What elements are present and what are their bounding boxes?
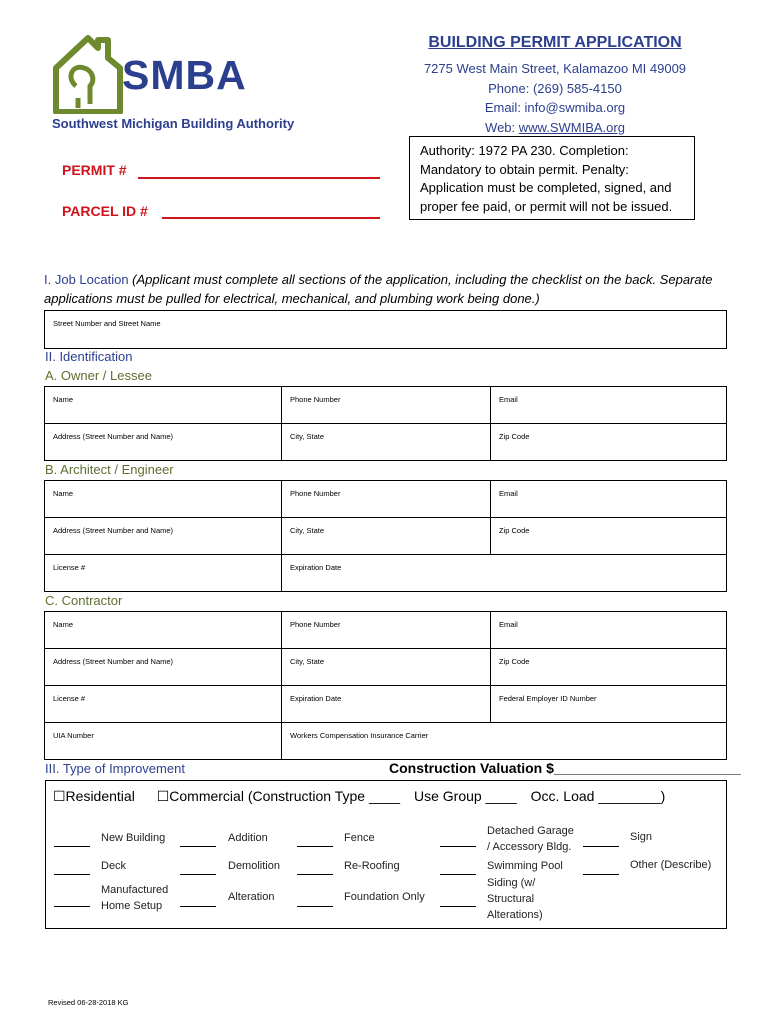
- contractor-fein-field[interactable]: Federal Employer ID Number: [491, 686, 727, 723]
- job-location-heading: I. Job Location: [44, 272, 129, 287]
- demolition-label: Demolition: [228, 860, 280, 872]
- fence-label: Fence: [344, 832, 375, 844]
- architect-email-field[interactable]: Email: [491, 481, 727, 518]
- architect-name-field[interactable]: Name: [45, 481, 282, 518]
- contact-phone: Phone: (269) 585-4150: [488, 80, 622, 96]
- foundation-label: Foundation Only: [344, 891, 425, 903]
- re-roofing-blank[interactable]: [297, 874, 333, 875]
- owner-city-field[interactable]: City, State: [282, 424, 491, 461]
- construction-valuation[interactable]: Construction Valuation $________________________: [389, 760, 741, 776]
- deck-blank[interactable]: [54, 874, 90, 875]
- contractor-email-field[interactable]: Email: [491, 612, 727, 649]
- house-logo-icon: [52, 34, 124, 114]
- architect-phone-field[interactable]: Phone Number: [282, 481, 491, 518]
- job-location-instructions: (Applicant must complete all sections of the application, including the checklist on the back. Separate applications must be pulled for electrical, mechanical, and plumbing work being done.): [44, 272, 713, 306]
- contact-address: 7275 West Main Street, Kalamazoo MI 49009: [423, 61, 687, 76]
- web-label: Web:: [485, 119, 519, 135]
- owner-phone-field[interactable]: Phone Number: [282, 387, 491, 424]
- owner-name-field[interactable]: Name: [45, 387, 282, 424]
- contractor-address-field[interactable]: Address (Street Number and Name): [45, 649, 282, 686]
- architect-license-field[interactable]: License #: [45, 555, 282, 592]
- manufactured-label: Manufactured Home Setup: [101, 884, 169, 912]
- identification-heading: II. Identification: [45, 349, 133, 364]
- logo-subtitle: Southwest Michigan Building Authority: [52, 116, 295, 131]
- logo-text: SMBA: [122, 52, 247, 98]
- swimming-pool-label: Swimming Pool: [487, 860, 563, 872]
- owner-address-field[interactable]: Address (Street Number and Name): [45, 424, 282, 461]
- revision-note: Revised 06-28-2018 KG: [48, 998, 129, 1007]
- authority-notice: Authority: 1972 PA 230. Completion: Mandatory to obtain permit. Penalty: Application must be completed, signed, and proper fee paid, or permit will not be issued.: [409, 136, 695, 220]
- new-building-label: New Building: [101, 832, 166, 844]
- fence-blank[interactable]: [297, 846, 333, 847]
- other-blank[interactable]: [583, 874, 619, 875]
- contractor-license-field[interactable]: License #: [45, 686, 282, 723]
- building-type-row: [53, 788, 665, 805]
- siding-blank[interactable]: [440, 906, 476, 907]
- contractor-expiration-field[interactable]: Expiration Date: [282, 686, 491, 723]
- contractor-workers-comp-field[interactable]: Workers Compensation Insurance Carrier: [282, 723, 727, 760]
- swimming-pool-blank[interactable]: [440, 874, 476, 875]
- owner-table: [44, 386, 727, 461]
- page-title: BUILDING PERMIT APPLICATION: [428, 34, 682, 51]
- contractor-table: [44, 611, 727, 760]
- demolition-blank[interactable]: [180, 874, 216, 875]
- architect-zip-field[interactable]: Zip Code: [491, 518, 727, 555]
- permit-label: PERMIT #: [62, 162, 127, 178]
- deck-label: Deck: [101, 860, 127, 872]
- contractor-zip-field[interactable]: Zip Code: [491, 649, 727, 686]
- contact-block: [396, 59, 714, 137]
- alteration-blank[interactable]: [180, 906, 216, 907]
- architect-address-field[interactable]: Address (Street Number and Name): [45, 518, 282, 555]
- addition-blank[interactable]: [180, 846, 216, 847]
- improvement-heading: III. Type of Improvement: [45, 761, 185, 776]
- contractor-phone-field[interactable]: Phone Number: [282, 612, 491, 649]
- new-building-blank[interactable]: [54, 846, 90, 847]
- contractor-uia-field[interactable]: UIA Number: [45, 723, 282, 760]
- job-location-table: [44, 310, 727, 349]
- alteration-label: Alteration: [228, 891, 275, 903]
- commercial-checkbox[interactable]: ☐Commercial (Construction Type ____: [156, 788, 401, 804]
- web-link[interactable]: www.SWMIBA.org: [518, 119, 625, 135]
- contractor-name-field[interactable]: Name: [45, 612, 282, 649]
- architect-city-field[interactable]: City, State: [282, 518, 491, 555]
- occ-load-field[interactable]: Occ. Load ________): [530, 788, 666, 804]
- manufactured-blank[interactable]: [54, 906, 90, 907]
- owner-heading: A. Owner / Lessee: [45, 368, 152, 383]
- street-field[interactable]: Street Number and Street Name: [45, 311, 727, 349]
- architect-table: [44, 480, 727, 592]
- other-label: Other (Describe): [630, 859, 712, 871]
- parcel-label: PARCEL ID #: [62, 203, 148, 219]
- contractor-heading: C. Contractor: [45, 593, 123, 608]
- sign-blank[interactable]: [583, 846, 619, 847]
- owner-zip-field[interactable]: Zip Code: [491, 424, 727, 461]
- re-roofing-label: Re-Roofing: [344, 860, 400, 872]
- contact-web: [396, 118, 714, 138]
- permit-number-field[interactable]: [138, 177, 380, 179]
- contractor-city-field[interactable]: City, State: [282, 649, 491, 686]
- architect-heading: B. Architect / Engineer: [45, 462, 174, 477]
- architect-expiration-field[interactable]: Expiration Date: [282, 555, 727, 592]
- detached-garage-label: Detached Garage / Accessory Bldg.: [487, 825, 574, 853]
- residential-checkbox[interactable]: ☐Residential: [53, 788, 135, 804]
- parcel-id-field[interactable]: [162, 217, 380, 219]
- detached-garage-blank[interactable]: [440, 846, 476, 847]
- foundation-blank[interactable]: [297, 906, 333, 907]
- sign-label: Sign: [630, 831, 653, 843]
- siding-label: Siding (w/ Structural Alterations): [487, 877, 543, 921]
- owner-email-field[interactable]: Email: [491, 387, 727, 424]
- use-group-field[interactable]: Use Group ____: [414, 788, 517, 804]
- job-location-intro: [44, 270, 734, 308]
- addition-label: Addition: [228, 832, 268, 844]
- contact-email: Email: info@swmiba.org: [484, 100, 626, 116]
